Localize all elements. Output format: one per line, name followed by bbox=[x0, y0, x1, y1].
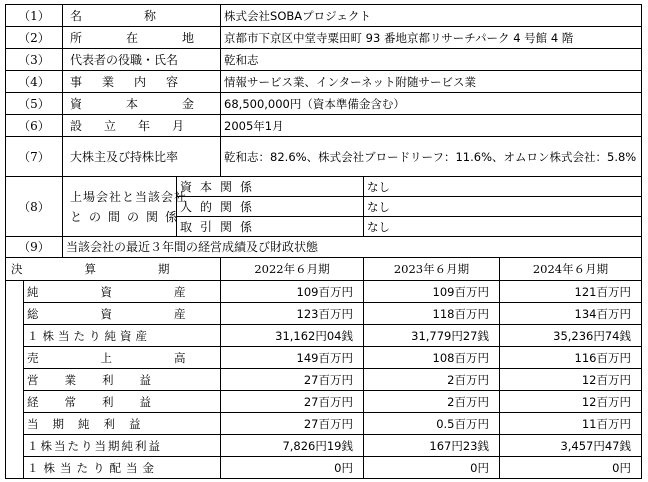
label-text: 資本金 bbox=[70, 96, 239, 111]
relation-value: なし bbox=[364, 177, 642, 197]
relations-label bbox=[63, 177, 188, 237]
period-header-cell bbox=[6, 258, 232, 281]
financial-value-cell: 27百万円 bbox=[221, 391, 364, 413]
relation-type bbox=[177, 177, 364, 197]
financial-row-label-cell bbox=[24, 347, 248, 369]
financial-row-label: 当期純利益 bbox=[27, 416, 155, 431]
info-row-business bbox=[6, 71, 642, 93]
financial-row-indent bbox=[6, 413, 24, 435]
row-value: 京都市下京区中堂寺粟田町 93 番地京都リサーチパーク 4 号館 4 階 bbox=[221, 27, 642, 49]
row-number: （5） bbox=[6, 93, 63, 115]
row-label bbox=[63, 49, 221, 71]
row-number: （6） bbox=[6, 115, 63, 137]
info-row-name bbox=[6, 5, 642, 27]
relation-type-label: 資本関係 bbox=[180, 179, 261, 194]
row-value: 情報サービス業、インターネット附随サービス業 bbox=[221, 71, 642, 93]
financial-value-cell: 0円 bbox=[500, 457, 642, 479]
financial-row-label: 経常利益 bbox=[27, 394, 177, 409]
financial-value-cell: 0円 bbox=[221, 457, 364, 479]
financial-value-cell: 31,779円27銭 bbox=[364, 325, 500, 347]
row-number: （2） bbox=[6, 27, 63, 49]
financials-title: 当該会社の最近３年間の経営成績及び財政状態 bbox=[63, 237, 642, 258]
row-label bbox=[63, 115, 221, 137]
financial-value-cell: 109百万円 bbox=[221, 281, 364, 303]
financial-row-label: 営業利益 bbox=[27, 372, 177, 387]
info-row-shareholders bbox=[6, 137, 642, 177]
financial-row bbox=[6, 347, 642, 369]
row-value: 68,500,000円（資本準備金含む） bbox=[221, 93, 642, 115]
relation-value: なし bbox=[364, 217, 642, 237]
row-number: （8） bbox=[6, 177, 63, 237]
label-text: 代表者の役職・氏名 bbox=[70, 52, 179, 67]
financial-value-cell: 149百万円 bbox=[221, 347, 364, 369]
financial-value-cell: 116百万円 bbox=[500, 347, 642, 369]
financial-value-cell: 27百万円 bbox=[221, 369, 364, 391]
row-value: 2005年1月 bbox=[221, 115, 642, 137]
financial-row bbox=[6, 281, 642, 303]
financial-value-cell: 108百万円 bbox=[364, 347, 500, 369]
financial-row-label: １株当たり当期純利益 bbox=[27, 438, 162, 453]
relations-row-capital bbox=[6, 177, 642, 197]
financials-table bbox=[5, 257, 642, 479]
financial-value-cell: 118百万円 bbox=[364, 303, 500, 325]
financial-row-label-cell bbox=[24, 303, 248, 325]
row-label bbox=[63, 71, 221, 93]
row-label bbox=[63, 137, 221, 177]
relation-value: なし bbox=[364, 197, 642, 217]
row-label bbox=[63, 93, 239, 115]
financial-row-indent bbox=[6, 325, 24, 347]
financial-value-cell: 167円23銭 bbox=[364, 435, 500, 457]
row-value: 乾和志：82.6%、株式会社ブロードリーフ：11.6%、オムロン株式会社：5.8% bbox=[221, 137, 642, 177]
financial-value-cell: 121百万円 bbox=[500, 281, 642, 303]
financial-row-indent bbox=[6, 457, 24, 479]
label-text: 名称 bbox=[70, 8, 219, 23]
financial-value-cell: 2百万円 bbox=[364, 369, 500, 391]
financial-row bbox=[6, 369, 642, 391]
info-row-capital bbox=[6, 93, 642, 115]
financial-row-label: 総資産 bbox=[27, 306, 248, 321]
row-number: （9） bbox=[6, 237, 63, 258]
financial-value-cell: 0円 bbox=[364, 457, 500, 479]
financial-value-cell: 0.5百万円 bbox=[364, 413, 500, 435]
info-row-address bbox=[6, 27, 642, 49]
row-number: （1） bbox=[6, 5, 63, 27]
row-value: 株式会社SOBAプロジェクト bbox=[221, 5, 642, 27]
row-value: 乾和志 bbox=[221, 49, 642, 71]
financial-value-cell: 31,162円04銭 bbox=[221, 325, 364, 347]
financial-value-cell: 109百万円 bbox=[364, 281, 500, 303]
financial-row bbox=[6, 457, 642, 479]
financial-value-cell: 27百万円 bbox=[221, 413, 364, 435]
period-cell: 2024年６月期 bbox=[500, 258, 642, 281]
financial-row-label: １株当たり純資産 bbox=[27, 328, 151, 343]
financial-row-label-cell bbox=[24, 325, 221, 347]
label-spaced bbox=[66, 9, 217, 23]
financial-row-label: 売上高 bbox=[27, 350, 248, 365]
relation-type-label: 人的関係 bbox=[180, 199, 261, 214]
financial-value-cell: 2百万円 bbox=[364, 391, 500, 413]
financial-row-label-cell bbox=[24, 457, 221, 479]
financial-row bbox=[6, 391, 642, 413]
financial-row-label-cell bbox=[24, 281, 248, 303]
company-overview-table-container bbox=[5, 4, 641, 479]
info-row-representative bbox=[6, 49, 642, 71]
financial-value-cell: 11百万円 bbox=[500, 413, 642, 435]
period-cell: 2022年６月期 bbox=[221, 258, 364, 281]
row-number: （7） bbox=[6, 137, 63, 177]
financial-row bbox=[6, 303, 642, 325]
period-cell: 2023年６月期 bbox=[364, 258, 500, 281]
financial-row-label-cell bbox=[24, 435, 221, 457]
financial-value-cell: 12百万円 bbox=[500, 369, 642, 391]
financial-row-indent bbox=[6, 303, 24, 325]
label-text: 事業内容 bbox=[70, 74, 199, 89]
label-text: 所在地 bbox=[70, 30, 239, 45]
financials-header-row bbox=[6, 258, 642, 281]
relation-type bbox=[177, 197, 364, 217]
info-row-established bbox=[6, 115, 642, 137]
financial-row-label-cell bbox=[24, 369, 221, 391]
label-text: 大株主及び持株比率 bbox=[70, 149, 179, 164]
financial-value-cell: 12百万円 bbox=[500, 391, 642, 413]
row-number: （4） bbox=[6, 71, 63, 93]
row-label bbox=[63, 5, 221, 27]
financial-row-label-cell bbox=[24, 391, 221, 413]
financial-value-cell: 35,236円74銭 bbox=[500, 325, 642, 347]
relations-label-line2: との間の関係 bbox=[70, 209, 185, 224]
relation-type-label: 取引関係 bbox=[180, 219, 261, 234]
label-text: 設立年月 bbox=[70, 118, 207, 133]
financial-row-indent bbox=[6, 435, 24, 457]
financial-row-indent bbox=[6, 391, 24, 413]
financial-value-cell: 134百万円 bbox=[500, 303, 642, 325]
financial-row-label: １株当たり配当金 bbox=[27, 460, 159, 475]
relations-label-line1: 上場会社と当該会社 bbox=[70, 189, 188, 204]
financial-row-indent bbox=[6, 347, 24, 369]
company-overview-table bbox=[5, 4, 642, 258]
financial-row bbox=[6, 325, 642, 347]
financial-value-cell: 123百万円 bbox=[221, 303, 364, 325]
financials-title-row bbox=[6, 237, 642, 258]
financial-row-indent bbox=[6, 369, 24, 391]
period-header-label: 決算期 bbox=[11, 262, 232, 276]
relation-type bbox=[177, 217, 364, 237]
financial-row-label-cell bbox=[24, 413, 221, 435]
financial-row-label: 純資産 bbox=[27, 284, 248, 299]
financial-value-cell: 3,457円47銭 bbox=[500, 435, 642, 457]
financial-value-cell: 7,826円19銭 bbox=[221, 435, 364, 457]
row-label bbox=[63, 27, 239, 49]
financial-row-indent bbox=[6, 281, 24, 303]
row-number: （3） bbox=[6, 49, 63, 71]
financial-row bbox=[6, 413, 642, 435]
financial-row bbox=[6, 435, 642, 457]
